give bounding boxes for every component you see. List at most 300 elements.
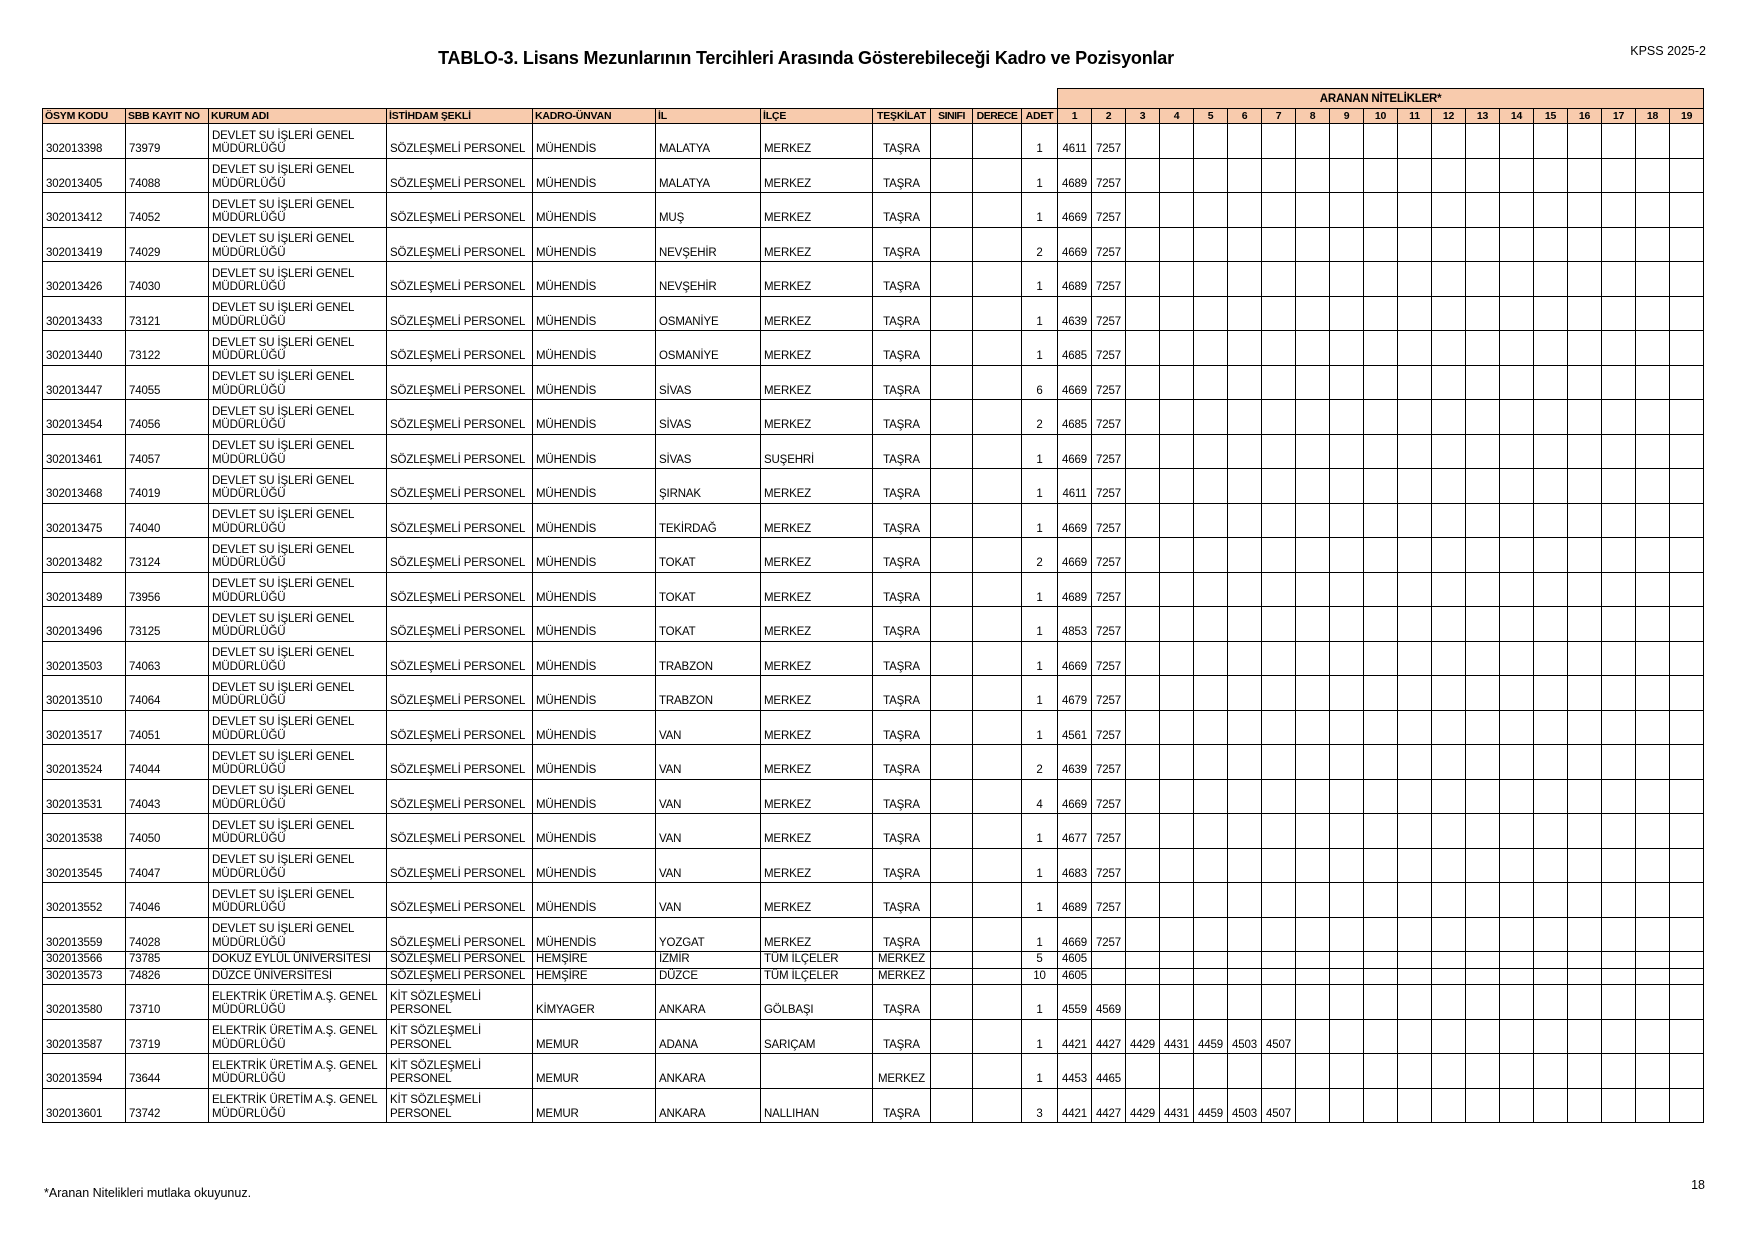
cell-nitelik-16 <box>1568 848 1602 883</box>
aranan-nitelikler-header: ARANAN NİTELİKLER* <box>1058 89 1704 109</box>
cell-teskilat: TAŞRA <box>873 1019 931 1054</box>
cell-nitelik-8 <box>1296 676 1330 711</box>
cell-nitelik-7 <box>1262 952 1296 969</box>
cell-adet: 1 <box>1022 124 1058 159</box>
table-row <box>43 124 1704 159</box>
cell-nitelik-4: 4431 <box>1160 1019 1194 1054</box>
cell-nitelik-4 <box>1160 779 1194 814</box>
cell-nitelik-18 <box>1636 1054 1670 1089</box>
cell-nitelik-5 <box>1194 193 1228 228</box>
cell-teskilat: TAŞRA <box>873 124 931 159</box>
cell-nitelik-12 <box>1432 434 1466 469</box>
cell-osym-kodu: 302013468 <box>43 469 126 504</box>
cell-nitelik-5 <box>1194 124 1228 159</box>
cell-il: TOKAT <box>656 572 761 607</box>
cell-nitelik-1: 4669 <box>1058 227 1092 262</box>
cell-nitelik-12 <box>1432 1088 1466 1123</box>
cell-nitelik-5 <box>1194 968 1228 985</box>
cell-adet: 1 <box>1022 985 1058 1020</box>
cell-nitelik-16 <box>1568 538 1602 573</box>
cell-sbb-kayit-no: 73785 <box>126 952 209 969</box>
cell-nitelik-3 <box>1126 952 1160 969</box>
cell-nitelik-4 <box>1160 572 1194 607</box>
column-header-kurum-adi: KURUM ADI <box>209 109 387 124</box>
cell-nitelik-7 <box>1262 124 1296 159</box>
cell-nitelik-17 <box>1602 262 1636 297</box>
cell-istihdam-sekli: SÖZLEŞMELİ PERSONEL <box>387 400 533 435</box>
cell-nitelik-18 <box>1636 296 1670 331</box>
cell-nitelik-10 <box>1364 641 1398 676</box>
cell-nitelik-1: 4605 <box>1058 968 1092 985</box>
cell-kadro-unvan: MÜHENDİS <box>533 434 656 469</box>
cell-nitelik-7 <box>1262 365 1296 400</box>
exam-period-label: KPSS 2025-2 <box>1630 44 1706 58</box>
cell-nitelik-13 <box>1466 676 1500 711</box>
cell-nitelik-8 <box>1296 917 1330 952</box>
cell-sinifi <box>931 262 973 297</box>
cell-nitelik-8 <box>1296 365 1330 400</box>
cell-nitelik-11 <box>1398 641 1432 676</box>
cell-nitelik-18 <box>1636 365 1670 400</box>
cell-nitelik-8 <box>1296 745 1330 780</box>
cell-nitelik-15 <box>1534 607 1568 642</box>
cell-nitelik-12 <box>1432 607 1466 642</box>
cell-adet: 1 <box>1022 503 1058 538</box>
cell-nitelik-17 <box>1602 968 1636 985</box>
cell-nitelik-14 <box>1500 365 1534 400</box>
cell-nitelik-8 <box>1296 538 1330 573</box>
cell-sbb-kayit-no: 73742 <box>126 1088 209 1123</box>
cell-nitelik-1: 4669 <box>1058 917 1092 952</box>
cell-nitelik-14 <box>1500 607 1534 642</box>
cell-sbb-kayit-no: 74088 <box>126 158 209 193</box>
cell-nitelik-6 <box>1228 641 1262 676</box>
cell-sbb-kayit-no: 73956 <box>126 572 209 607</box>
cell-nitelik-14 <box>1500 227 1534 262</box>
cell-nitelik-2: 4427 <box>1092 1019 1126 1054</box>
table-row <box>43 331 1704 366</box>
cell-nitelik-6 <box>1228 814 1262 849</box>
cell-nitelik-14 <box>1500 158 1534 193</box>
cell-nitelik-18 <box>1636 572 1670 607</box>
cell-nitelik-19 <box>1670 848 1704 883</box>
cell-nitelik-2: 7257 <box>1092 710 1126 745</box>
cell-nitelik-7 <box>1262 745 1296 780</box>
cell-nitelik-6 <box>1228 296 1262 331</box>
table-row <box>43 572 1704 607</box>
cell-kurum-adi: DEVLET SU İŞLERİ GENEL MÜDÜRLÜĞÜ <box>209 883 387 918</box>
cell-nitelik-11 <box>1398 968 1432 985</box>
cell-istihdam-sekli: SÖZLEŞMELİ PERSONEL <box>387 365 533 400</box>
cell-nitelik-7 <box>1262 848 1296 883</box>
cell-nitelik-10 <box>1364 434 1398 469</box>
cell-nitelik-5 <box>1194 779 1228 814</box>
cell-nitelik-9 <box>1330 400 1364 435</box>
cell-adet: 1 <box>1022 193 1058 228</box>
cell-adet: 1 <box>1022 331 1058 366</box>
cell-nitelik-19 <box>1670 676 1704 711</box>
cell-ilce: TÜM İLÇELER <box>761 968 873 985</box>
cell-nitelik-13 <box>1466 779 1500 814</box>
cell-kurum-adi: DEVLET SU İŞLERİ GENEL MÜDÜRLÜĞÜ <box>209 745 387 780</box>
cell-nitelik-6 <box>1228 952 1262 969</box>
cell-sbb-kayit-no: 74046 <box>126 883 209 918</box>
cell-osym-kodu: 302013524 <box>43 745 126 780</box>
cell-nitelik-17 <box>1602 1088 1636 1123</box>
cell-osym-kodu: 302013398 <box>43 124 126 159</box>
cell-nitelik-17 <box>1602 227 1636 262</box>
cell-derece <box>973 968 1022 985</box>
cell-nitelik-7 <box>1262 400 1296 435</box>
cell-ilce: MERKEZ <box>761 814 873 849</box>
column-header-nitelik-7: 7 <box>1262 109 1296 124</box>
cell-nitelik-7 <box>1262 814 1296 849</box>
cell-il: ANKARA <box>656 1088 761 1123</box>
cell-nitelik-6 <box>1228 158 1262 193</box>
table-row <box>43 1054 1704 1089</box>
cell-nitelik-18 <box>1636 262 1670 297</box>
cell-nitelik-15 <box>1534 158 1568 193</box>
cell-kadro-unvan: MEMUR <box>533 1088 656 1123</box>
cell-sinifi <box>931 193 973 228</box>
cell-nitelik-7 <box>1262 968 1296 985</box>
cell-nitelik-9 <box>1330 158 1364 193</box>
cell-nitelik-19 <box>1670 641 1704 676</box>
cell-nitelik-8 <box>1296 883 1330 918</box>
cell-nitelik-5 <box>1194 1054 1228 1089</box>
cell-nitelik-3 <box>1126 538 1160 573</box>
cell-derece <box>973 365 1022 400</box>
cell-nitelik-15 <box>1534 745 1568 780</box>
cell-adet: 1 <box>1022 883 1058 918</box>
cell-nitelik-5: 4459 <box>1194 1088 1228 1123</box>
cell-il: VAN <box>656 814 761 849</box>
cell-il: TEKİRDAĞ <box>656 503 761 538</box>
table-row <box>43 193 1704 228</box>
cell-nitelik-8 <box>1296 469 1330 504</box>
cell-nitelik-7 <box>1262 538 1296 573</box>
cell-nitelik-16 <box>1568 1088 1602 1123</box>
cell-sbb-kayit-no: 74043 <box>126 779 209 814</box>
cell-nitelik-6 <box>1228 1054 1262 1089</box>
cell-nitelik-12 <box>1432 641 1466 676</box>
cell-sinifi <box>931 365 973 400</box>
cell-nitelik-12 <box>1432 262 1466 297</box>
cell-nitelik-9 <box>1330 469 1364 504</box>
cell-nitelik-11 <box>1398 503 1432 538</box>
cell-nitelik-8 <box>1296 1054 1330 1089</box>
cell-istihdam-sekli: SÖZLEŞMELİ PERSONEL <box>387 469 533 504</box>
cell-nitelik-16 <box>1568 193 1602 228</box>
cell-nitelik-5 <box>1194 607 1228 642</box>
cell-nitelik-18 <box>1636 883 1670 918</box>
cell-nitelik-1: 4689 <box>1058 572 1092 607</box>
cell-kadro-unvan: KİMYAGER <box>533 985 656 1020</box>
cell-kadro-unvan: MÜHENDİS <box>533 193 656 228</box>
cell-nitelik-1: 4679 <box>1058 676 1092 711</box>
cell-nitelik-9 <box>1330 1019 1364 1054</box>
cell-nitelik-12 <box>1432 400 1466 435</box>
cell-teskilat: TAŞRA <box>873 917 931 952</box>
cell-nitelik-3: 4429 <box>1126 1019 1160 1054</box>
cell-nitelik-5 <box>1194 676 1228 711</box>
cell-nitelik-3 <box>1126 641 1160 676</box>
cell-kadro-unvan: MÜHENDİS <box>533 607 656 642</box>
cell-nitelik-10 <box>1364 572 1398 607</box>
cell-nitelik-16 <box>1568 503 1602 538</box>
cell-nitelik-3 <box>1126 227 1160 262</box>
cell-teskilat: TAŞRA <box>873 227 931 262</box>
cell-nitelik-1: 4689 <box>1058 158 1092 193</box>
cell-nitelik-2: 7257 <box>1092 262 1126 297</box>
cell-il: TOKAT <box>656 607 761 642</box>
cell-nitelik-5 <box>1194 572 1228 607</box>
cell-osym-kodu: 302013559 <box>43 917 126 952</box>
cell-ilce: MERKEZ <box>761 331 873 366</box>
cell-il: NEVŞEHİR <box>656 262 761 297</box>
cell-nitelik-9 <box>1330 848 1364 883</box>
cell-adet: 6 <box>1022 365 1058 400</box>
table-row <box>43 434 1704 469</box>
cell-nitelik-16 <box>1568 572 1602 607</box>
cell-nitelik-3 <box>1126 607 1160 642</box>
column-header-nitelik-2: 2 <box>1092 109 1126 124</box>
cell-nitelik-10 <box>1364 814 1398 849</box>
cell-nitelik-9 <box>1330 607 1364 642</box>
cell-il: ANKARA <box>656 985 761 1020</box>
cell-kadro-unvan: MÜHENDİS <box>533 572 656 607</box>
cell-nitelik-3 <box>1126 814 1160 849</box>
cell-il: SİVAS <box>656 365 761 400</box>
cell-nitelik-10 <box>1364 331 1398 366</box>
cell-nitelik-8 <box>1296 124 1330 159</box>
cell-osym-kodu: 302013594 <box>43 1054 126 1089</box>
table-row <box>43 158 1704 193</box>
cell-nitelik-2: 7257 <box>1092 848 1126 883</box>
cell-nitelik-17 <box>1602 572 1636 607</box>
cell-il: VAN <box>656 848 761 883</box>
cell-istihdam-sekli: SÖZLEŞMELİ PERSONEL <box>387 158 533 193</box>
table-row <box>43 538 1704 573</box>
cell-nitelik-10 <box>1364 400 1398 435</box>
cell-nitelik-6 <box>1228 848 1262 883</box>
cell-derece <box>973 848 1022 883</box>
cell-kurum-adi: DEVLET SU İŞLERİ GENEL MÜDÜRLÜĞÜ <box>209 641 387 676</box>
cell-istihdam-sekli: SÖZLEŞMELİ PERSONEL <box>387 607 533 642</box>
cell-nitelik-16 <box>1568 262 1602 297</box>
cell-nitelik-13 <box>1466 434 1500 469</box>
cell-nitelik-2: 7257 <box>1092 607 1126 642</box>
cell-nitelik-10 <box>1364 1088 1398 1123</box>
cell-nitelik-11 <box>1398 331 1432 366</box>
cell-sbb-kayit-no: 74050 <box>126 814 209 849</box>
cell-sbb-kayit-no: 74826 <box>126 968 209 985</box>
cell-osym-kodu: 302013552 <box>43 883 126 918</box>
cell-osym-kodu: 302013510 <box>43 676 126 711</box>
cell-adet: 1 <box>1022 607 1058 642</box>
cell-nitelik-1: 4559 <box>1058 985 1092 1020</box>
column-header-nitelik-15: 15 <box>1534 109 1568 124</box>
cell-nitelik-5 <box>1194 814 1228 849</box>
cell-nitelik-18 <box>1636 331 1670 366</box>
cell-ilce: SARIÇAM <box>761 1019 873 1054</box>
cell-nitelik-17 <box>1602 400 1636 435</box>
cell-nitelik-14 <box>1500 538 1534 573</box>
cell-nitelik-13 <box>1466 469 1500 504</box>
cell-nitelik-13 <box>1466 262 1500 297</box>
cell-istihdam-sekli: SÖZLEŞMELİ PERSONEL <box>387 779 533 814</box>
cell-nitelik-6 <box>1228 331 1262 366</box>
cell-nitelik-12 <box>1432 917 1466 952</box>
cell-ilce: MERKEZ <box>761 158 873 193</box>
cell-ilce: MERKEZ <box>761 296 873 331</box>
cell-nitelik-17 <box>1602 193 1636 228</box>
cell-nitelik-19 <box>1670 469 1704 504</box>
cell-nitelik-5 <box>1194 848 1228 883</box>
cell-nitelik-15 <box>1534 1088 1568 1123</box>
cell-ilce: MERKEZ <box>761 641 873 676</box>
cell-ilce <box>761 1054 873 1089</box>
cell-nitelik-1: 4677 <box>1058 814 1092 849</box>
column-header-derece: DERECE <box>973 109 1022 124</box>
cell-il: VAN <box>656 745 761 780</box>
cell-nitelik-7 <box>1262 227 1296 262</box>
table-row <box>43 1019 1704 1054</box>
cell-nitelik-4 <box>1160 503 1194 538</box>
column-header-ilce: İLÇE <box>761 109 873 124</box>
cell-kurum-adi: ELEKTRİK ÜRETİM A.Ş. GENEL MÜDÜRLÜĞÜ <box>209 1088 387 1123</box>
cell-nitelik-7 <box>1262 641 1296 676</box>
cell-nitelik-2: 7257 <box>1092 227 1126 262</box>
cell-nitelik-6 <box>1228 193 1262 228</box>
cell-nitelik-14 <box>1500 262 1534 297</box>
cell-nitelik-1: 4453 <box>1058 1054 1092 1089</box>
cell-nitelik-2: 4569 <box>1092 985 1126 1020</box>
cell-adet: 3 <box>1022 1088 1058 1123</box>
cell-sbb-kayit-no: 74052 <box>126 193 209 228</box>
table-row <box>43 968 1704 985</box>
cell-nitelik-19 <box>1670 572 1704 607</box>
cell-nitelik-13 <box>1466 641 1500 676</box>
cell-sinifi <box>931 1088 973 1123</box>
table-row <box>43 814 1704 849</box>
cell-nitelik-13 <box>1466 607 1500 642</box>
cell-derece <box>973 641 1022 676</box>
cell-nitelik-15 <box>1534 814 1568 849</box>
cell-nitelik-1: 4669 <box>1058 365 1092 400</box>
cell-nitelik-8 <box>1296 779 1330 814</box>
cell-osym-kodu: 302013587 <box>43 1019 126 1054</box>
column-header-il: İL <box>656 109 761 124</box>
cell-istihdam-sekli: KİT SÖZLEŞMELİ PERSONEL <box>387 1019 533 1054</box>
cell-nitelik-8 <box>1296 968 1330 985</box>
cell-osym-kodu: 302013573 <box>43 968 126 985</box>
cell-osym-kodu: 302013538 <box>43 814 126 849</box>
cell-adet: 2 <box>1022 227 1058 262</box>
column-header-nitelik-8: 8 <box>1296 109 1330 124</box>
cell-adet: 1 <box>1022 814 1058 849</box>
cell-nitelik-6 <box>1228 572 1262 607</box>
cell-nitelik-17 <box>1602 538 1636 573</box>
cell-nitelik-1: 4561 <box>1058 710 1092 745</box>
cell-nitelik-13 <box>1466 503 1500 538</box>
column-header-nitelik-1: 1 <box>1058 109 1092 124</box>
cell-teskilat: TAŞRA <box>873 710 931 745</box>
cell-kadro-unvan: MÜHENDİS <box>533 503 656 538</box>
cell-nitelik-17 <box>1602 434 1636 469</box>
cell-kurum-adi: DÜZCE ÜNİVERSİTESİ <box>209 968 387 985</box>
cell-nitelik-18 <box>1636 779 1670 814</box>
cell-teskilat: TAŞRA <box>873 331 931 366</box>
cell-nitelik-11 <box>1398 952 1432 969</box>
cell-nitelik-7 <box>1262 572 1296 607</box>
cell-nitelik-14 <box>1500 1054 1534 1089</box>
cell-nitelik-4 <box>1160 968 1194 985</box>
cell-il: MALATYA <box>656 158 761 193</box>
cell-nitelik-8 <box>1296 296 1330 331</box>
column-header-osym-kodu: ÖSYM KODU <box>43 109 126 124</box>
cell-nitelik-4 <box>1160 124 1194 159</box>
cell-nitelik-15 <box>1534 262 1568 297</box>
cell-nitelik-9 <box>1330 193 1364 228</box>
cell-derece <box>973 952 1022 969</box>
cell-derece <box>973 124 1022 159</box>
cell-kadro-unvan: MÜHENDİS <box>533 710 656 745</box>
cell-nitelik-3: 4429 <box>1126 1088 1160 1123</box>
cell-nitelik-6 <box>1228 710 1262 745</box>
cell-adet: 2 <box>1022 538 1058 573</box>
cell-osym-kodu: 302013405 <box>43 158 126 193</box>
cell-nitelik-12 <box>1432 124 1466 159</box>
cell-nitelik-16 <box>1568 331 1602 366</box>
cell-nitelik-5 <box>1194 158 1228 193</box>
cell-nitelik-16 <box>1568 400 1602 435</box>
cell-nitelik-10 <box>1364 365 1398 400</box>
cell-nitelik-4 <box>1160 607 1194 642</box>
cell-nitelik-7 <box>1262 193 1296 228</box>
cell-sbb-kayit-no: 74051 <box>126 710 209 745</box>
cell-ilce: MERKEZ <box>761 193 873 228</box>
cell-nitelik-17 <box>1602 985 1636 1020</box>
cell-nitelik-12 <box>1432 779 1466 814</box>
cell-nitelik-15 <box>1534 434 1568 469</box>
cell-nitelik-1: 4669 <box>1058 641 1092 676</box>
cell-nitelik-9 <box>1330 296 1364 331</box>
cell-istihdam-sekli: SÖZLEŞMELİ PERSONEL <box>387 262 533 297</box>
cell-teskilat: MERKEZ <box>873 952 931 969</box>
cell-nitelik-11 <box>1398 814 1432 849</box>
footnote: *Aranan Nitelikleri mutlaka okuyunuz. <box>44 1186 252 1200</box>
cell-nitelik-2: 7257 <box>1092 400 1126 435</box>
cell-nitelik-9 <box>1330 331 1364 366</box>
cell-sinifi <box>931 331 973 366</box>
cell-nitelik-13 <box>1466 365 1500 400</box>
cell-kurum-adi: DEVLET SU İŞLERİ GENEL MÜDÜRLÜĞÜ <box>209 572 387 607</box>
cell-nitelik-1: 4669 <box>1058 503 1092 538</box>
cell-nitelik-5 <box>1194 262 1228 297</box>
cell-teskilat: MERKEZ <box>873 1054 931 1089</box>
cell-nitelik-9 <box>1330 262 1364 297</box>
cell-nitelik-3 <box>1126 503 1160 538</box>
cell-nitelik-18 <box>1636 710 1670 745</box>
cell-nitelik-8 <box>1296 193 1330 228</box>
cell-adet: 1 <box>1022 1054 1058 1089</box>
column-header-nitelik-19: 19 <box>1670 109 1704 124</box>
cell-nitelik-7 <box>1262 1054 1296 1089</box>
cell-nitelik-14 <box>1500 1088 1534 1123</box>
cell-nitelik-16 <box>1568 158 1602 193</box>
cell-nitelik-4 <box>1160 883 1194 918</box>
